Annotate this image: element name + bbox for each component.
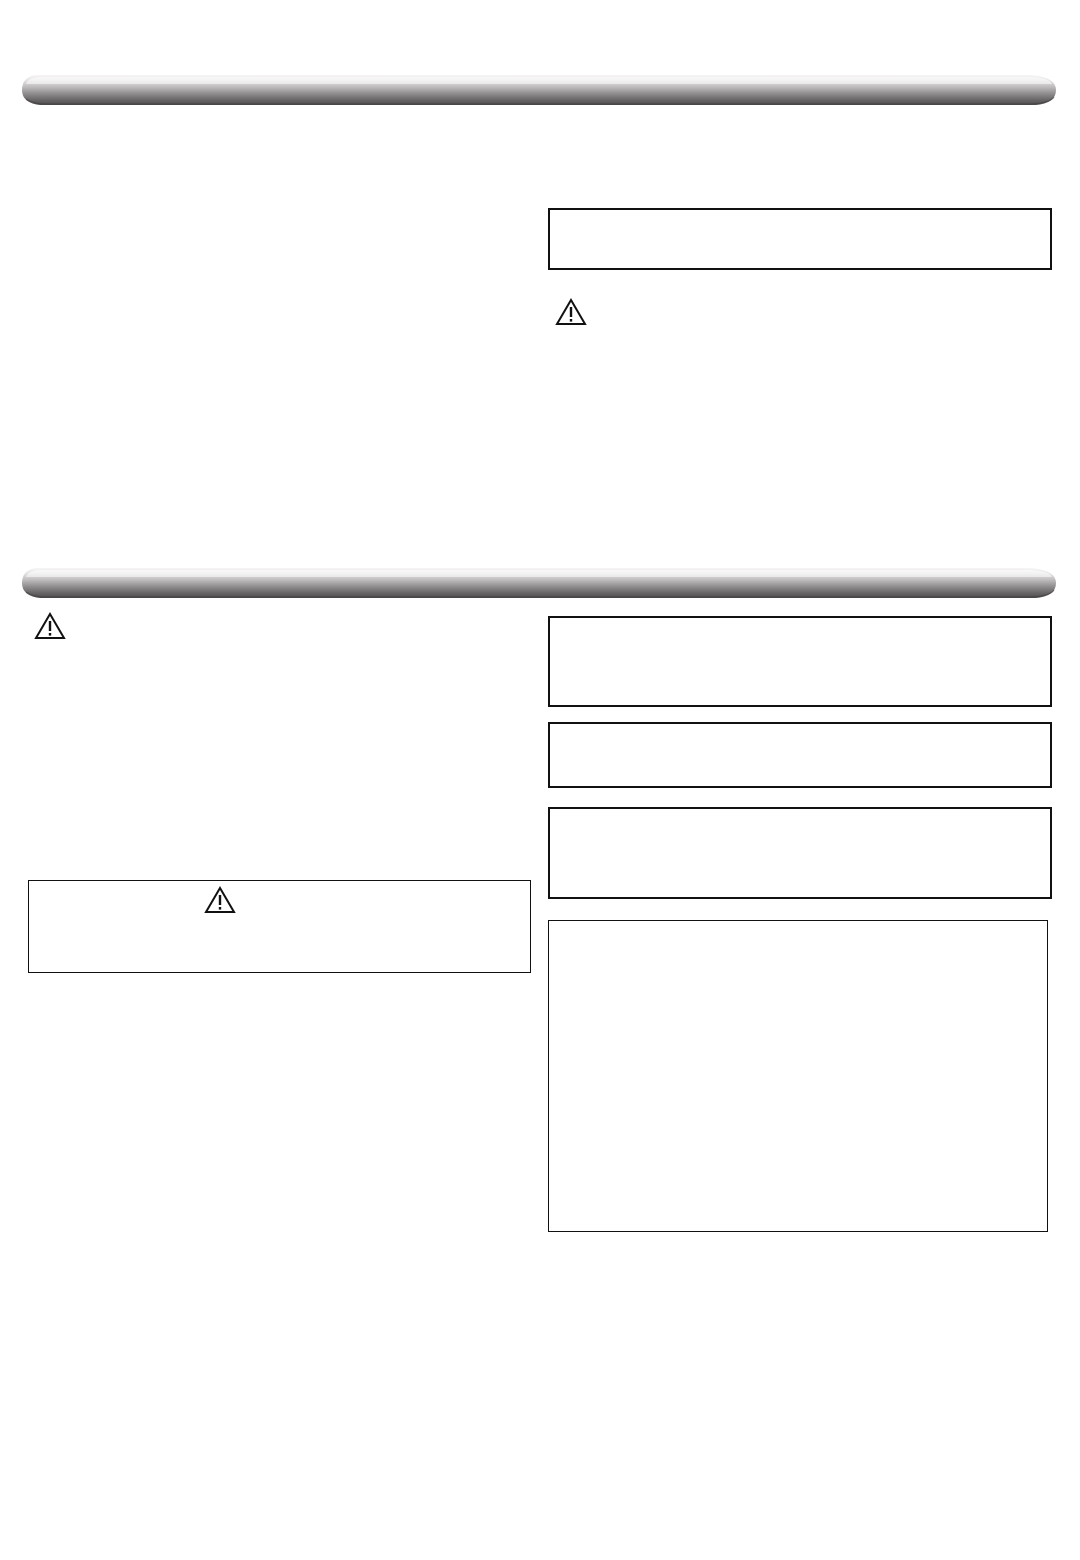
note-box-1	[548, 208, 1052, 270]
note-box-3	[548, 722, 1052, 788]
note-box-2	[548, 616, 1052, 707]
warning-triangle-icon	[555, 298, 587, 326]
note-box-5	[548, 920, 1048, 1232]
warning-box	[28, 880, 531, 973]
section-header-bar-2	[20, 565, 1058, 601]
warning-triangle-icon	[34, 612, 66, 640]
section-header-bar-1	[20, 72, 1058, 108]
warning-triangle-icon	[204, 886, 236, 914]
note-box-4	[548, 807, 1052, 899]
